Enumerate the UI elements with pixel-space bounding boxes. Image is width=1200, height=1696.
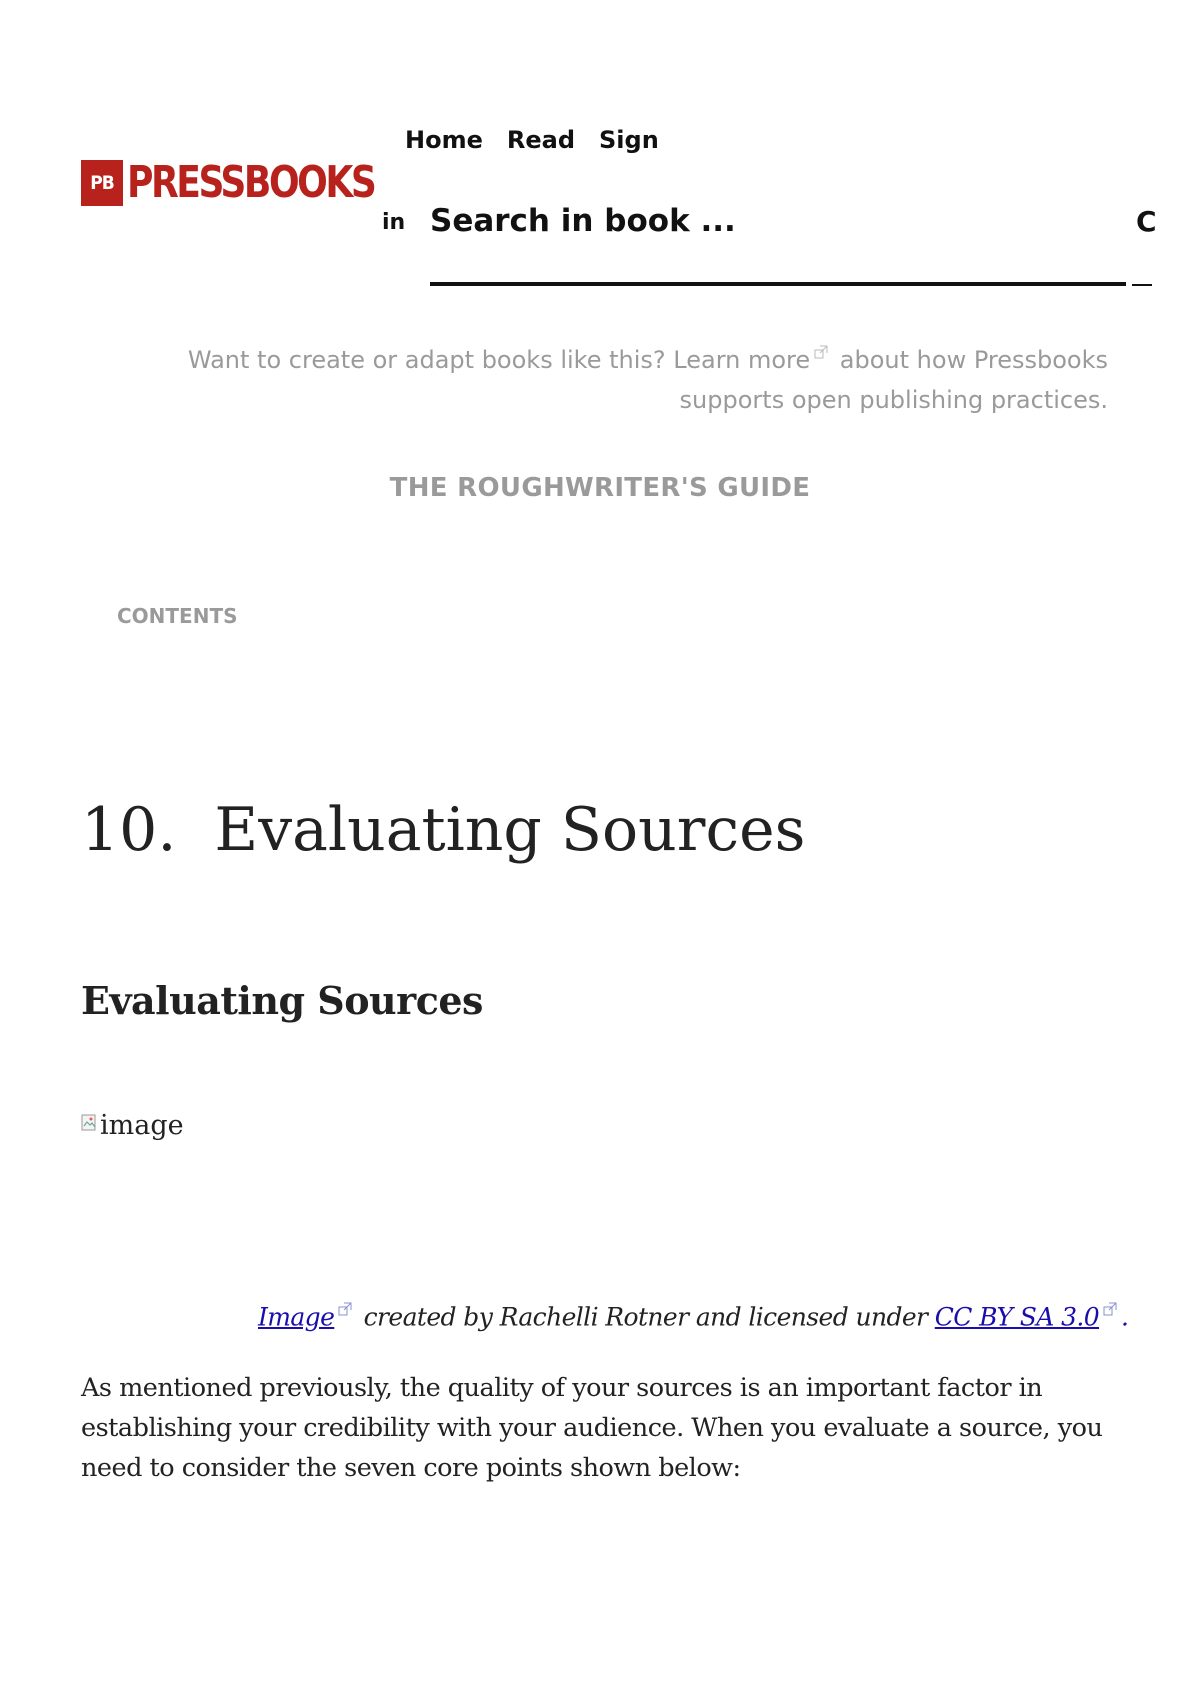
body-paragraph: As mentioned previously, the quality of your sources is an important factor in establishing your credibility with your audience. When you evaluate a source, you need to consider the seven core points shown below: xyxy=(81,1373,1103,1483)
search-underline xyxy=(430,282,1126,286)
nav-sign-in-link-tail[interactable]: in xyxy=(382,210,406,235)
book-title[interactable]: THE ROUGHWRITER'S GUIDE xyxy=(389,473,811,503)
logo-wordmark: PRESSBOOKS xyxy=(127,157,375,208)
caption-license-link[interactable]: CC BY SA 3.0 xyxy=(934,1302,1100,1332)
image-alt-text: image xyxy=(100,1110,184,1141)
caption-image-link[interactable]: Image xyxy=(258,1302,335,1332)
search-input[interactable] xyxy=(430,198,1120,244)
contents-toggle[interactable]: CONTENTS xyxy=(117,604,238,628)
nav-read-link[interactable]: Read xyxy=(506,126,575,154)
pressbooks-logo[interactable] xyxy=(81,157,429,208)
chapter-heading xyxy=(81,790,805,870)
primary-nav xyxy=(405,126,659,154)
promo-prefix: Want to create or adapt books like this? xyxy=(187,346,666,374)
promo-learn-more-link[interactable]: Learn more xyxy=(673,346,811,374)
external-link-icon xyxy=(814,345,828,359)
search-form xyxy=(430,198,1157,286)
caption-end: . xyxy=(1121,1302,1129,1332)
section-heading: Evaluating Sources xyxy=(81,978,483,1023)
caption-text: created by Rachelli Rotner and licensed under xyxy=(363,1302,928,1332)
search-icon[interactable]: C xyxy=(1136,205,1157,238)
external-link-icon xyxy=(1103,1302,1117,1316)
promo-banner xyxy=(140,340,1108,420)
external-link-icon xyxy=(338,1302,352,1316)
nav-sign-in-link[interactable]: Sign xyxy=(599,126,659,154)
search-underline-tail xyxy=(1132,284,1152,286)
nav-home-link[interactable]: Home xyxy=(405,126,483,154)
figure-image xyxy=(81,1110,184,1141)
logo-mark: PB xyxy=(81,160,123,206)
chapter-number: 10. xyxy=(81,795,177,865)
promo-suffix: about how Pressbooks supports open publishing practices. xyxy=(679,346,1108,414)
chapter-title: Evaluating Sources xyxy=(214,795,806,865)
figure-caption xyxy=(258,1302,1128,1331)
broken-image-icon xyxy=(81,1114,99,1132)
